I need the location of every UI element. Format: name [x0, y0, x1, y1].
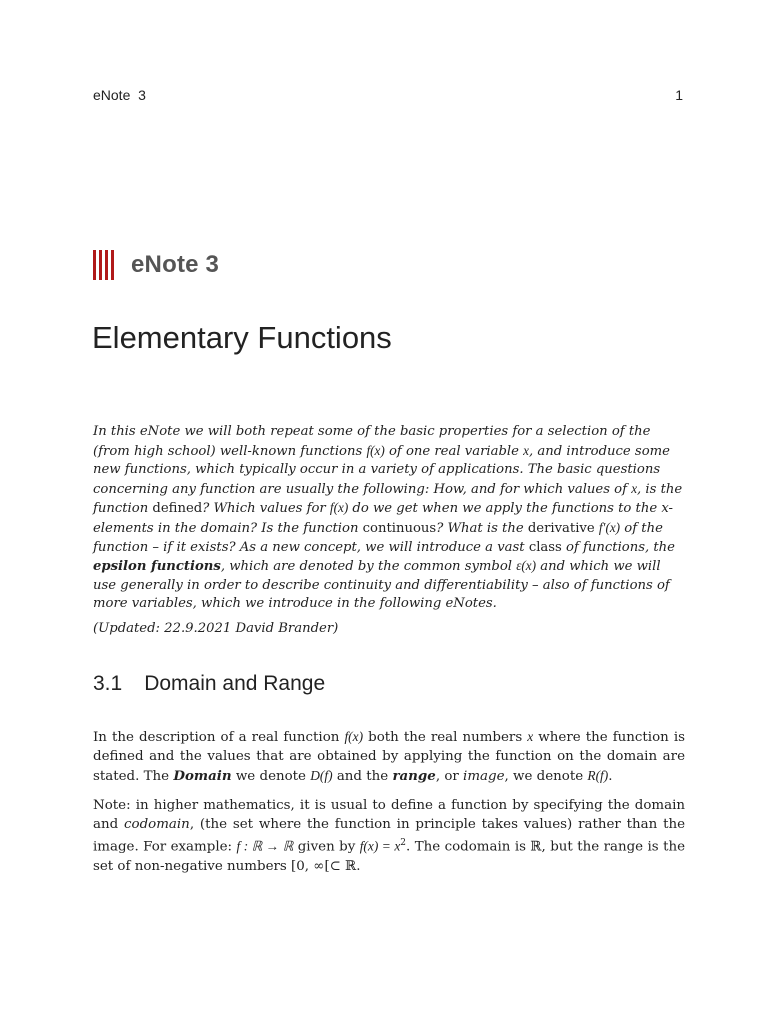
bars-icon — [93, 250, 114, 280]
chapter-title: Elementary Functions — [92, 320, 392, 355]
section-title: Domain and Range — [144, 672, 326, 695]
update-note: (Updated: 22.9.2021 David Brander) — [93, 621, 339, 636]
enote-label: eNote 3 — [131, 251, 220, 278]
section-number: 3.1 — [93, 672, 123, 695]
running-header — [93, 87, 683, 103]
paragraph-domain-range: In the description of a real function f(x) both the real numbers x where the function is defined and the values that are obtained by applying the function on the domain are stated. The Domain we denote D(f) and the range, or image, we denote R(f). — [93, 729, 685, 785]
paragraph-codomain-note: Note: in higher mathematics, it is usual to define a function by specifying the domain and codomain, (the set where the function in principle takes values) rather than the image. For example: f : ℝ → ℝ given by $f(x) = x^2$. The codomain is ℝ, but the range is the set of non-negative numbers [0, ∞[⊂ ℝ. — [93, 798, 686, 875]
page-number: 1 — [675, 87, 683, 103]
enote-mark — [93, 250, 219, 280]
header-left: eNote 3 — [93, 87, 146, 103]
abstract: In this eNote we will both repeat some of the basic properties for a selection of the (from high school) well-known functions f(x) of one real variable x, and introduce some new functions, which typically occur in a variety of applications. The basic questions concerning any function are usually the following: How, and for which values of x, is the function defined? Which values for f(x) do we get when we apply the functions to the x-elements in the domain? Is the function continuous? What is the derivative f′(x) of the function – if it exists? As a new concept, we will introduce a vast class of functions, the epsilon functions, which are denoted by the common symbol ε(x) and which we will use generally in order to describe continuity and differentiability – also of functions of more variables, which we introduce in the following eNotes. — [93, 424, 683, 612]
section-heading — [93, 672, 325, 696]
